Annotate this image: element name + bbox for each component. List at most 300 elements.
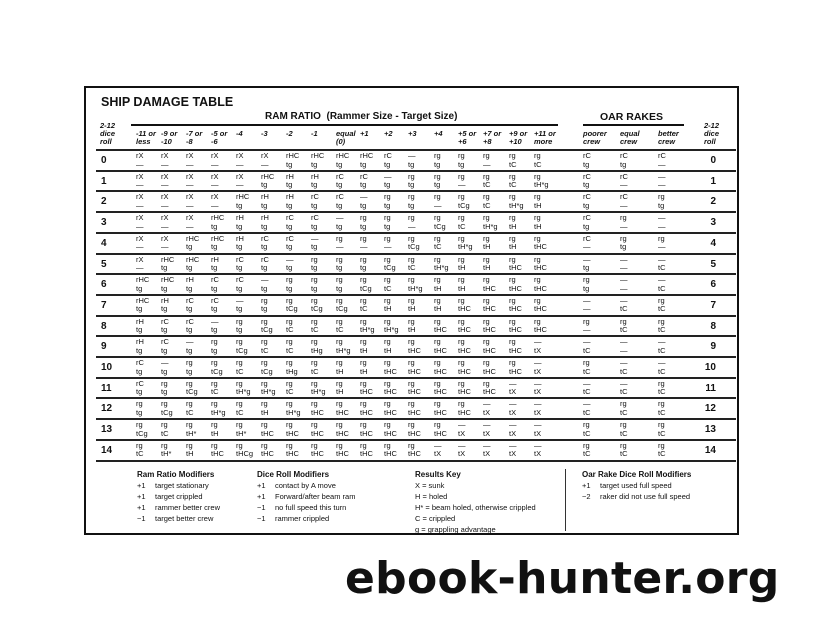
column-header-line: crew (583, 137, 601, 146)
oar-result-cell (658, 338, 666, 355)
ram-result-cell (236, 442, 253, 459)
ram-result-cell (161, 173, 169, 190)
ram-result-cell (360, 214, 367, 231)
ram-result-cell (236, 235, 244, 252)
rammer-result: rX (186, 171, 194, 181)
dice-roll-modifiers-title: Dice Roll Modifiers (257, 470, 330, 479)
target-result: tHC (534, 283, 547, 293)
target-result: tg (311, 263, 318, 272)
modifier-item (137, 502, 220, 513)
ram-result-cell (458, 152, 465, 169)
target-result: tHC (509, 283, 522, 293)
ram-result-cell (360, 276, 372, 293)
oar-result-cell (620, 380, 628, 397)
target-result: tC (658, 283, 666, 293)
column-header-line: -5 or (211, 129, 228, 138)
ram-result-cell (161, 193, 169, 210)
target-result: — (620, 200, 628, 210)
rammer-result: — (236, 295, 244, 305)
rammer-result: rg (336, 358, 343, 367)
raker-result: rC (583, 233, 591, 243)
raker-result: rg (658, 192, 665, 202)
rammer-result: rg (336, 275, 343, 285)
row-roll-label-right: 3 (710, 217, 716, 229)
ram-result-cell (286, 421, 299, 438)
rammer-result: rg (336, 316, 343, 326)
target-result: tH*g (211, 407, 226, 417)
target-result: tH* (236, 428, 247, 438)
rammer-result: rg (483, 233, 490, 243)
rammer-result: rX (186, 192, 194, 202)
column-header-line: -9 or (161, 129, 178, 138)
rammer-result: rg (186, 420, 193, 430)
rammer-result: rg (286, 440, 293, 450)
ram-result-cell (336, 256, 343, 273)
ram-column-header (360, 130, 369, 138)
ram-result-cell (336, 173, 344, 190)
rammer-result: — (161, 358, 169, 367)
target-result: tg (360, 200, 367, 210)
raker-result: rg (620, 420, 627, 430)
target-result: tH (384, 304, 392, 314)
target-result: tg (311, 180, 318, 190)
target-result: tHC (483, 366, 496, 376)
rammer-result: rX (186, 213, 194, 223)
ram-result-cell (161, 235, 169, 252)
target-result: tg (211, 242, 218, 252)
oar-result-cell (658, 380, 666, 397)
target-result: tg (186, 283, 193, 293)
row-roll-label-right: 2 (710, 196, 716, 208)
ram-result-cell (534, 235, 547, 252)
rammer-result: rg (186, 440, 193, 450)
ram-result-cell (336, 214, 344, 231)
target-result: tC (286, 345, 294, 355)
rammer-result: rC (236, 254, 244, 264)
oar-result-cell (583, 214, 591, 231)
target-result: tg (186, 325, 193, 335)
rammer-result: rg (336, 378, 343, 388)
target-result: tC (620, 449, 628, 459)
target-result: tH (408, 325, 416, 335)
ram-result-cell (360, 256, 367, 273)
rammer-result: rg (360, 275, 367, 285)
rammer-result: rHC (360, 151, 374, 160)
target-result: tC (360, 304, 368, 314)
rammer-result: rC (211, 275, 219, 285)
target-result: tg (236, 283, 243, 293)
target-result: tH*g (434, 263, 449, 272)
target-result: tH*g (311, 387, 326, 397)
ram-result-cell (211, 318, 219, 335)
rammer-result: — (360, 192, 368, 202)
target-result: tHC (509, 304, 522, 314)
oar-result-cell (658, 318, 666, 335)
oar-column-header (620, 130, 640, 146)
rammer-result: rg (408, 171, 415, 181)
rammer-result: rg (360, 233, 367, 243)
target-result: tg (583, 200, 590, 210)
target-result: tg (136, 283, 143, 293)
ram-result-cell (408, 152, 416, 169)
modifier-text: target used full speed (600, 481, 672, 490)
ram-result-cell (236, 297, 244, 314)
rammer-result: rH (136, 316, 144, 326)
modifier-item (257, 513, 355, 524)
oar-result-cell (620, 214, 628, 231)
target-result: tHC (434, 366, 447, 376)
target-result: tHC (408, 345, 421, 355)
ram-result-cell (534, 193, 542, 210)
target-result: — (384, 242, 392, 252)
target-result: tCg (408, 242, 420, 252)
target-result: — (186, 159, 194, 169)
ram-result-cell (236, 359, 244, 376)
rammer-result: rg (509, 275, 516, 285)
target-result: — (161, 221, 169, 231)
oar-result-cell (583, 276, 590, 293)
rammer-result: rg (136, 420, 143, 430)
rammer-result: rg (434, 420, 441, 430)
rammer-result: rg (360, 316, 367, 326)
column-header-line: poorer (583, 129, 607, 138)
ram-result-cell (286, 359, 298, 376)
rammer-result: rH (161, 295, 169, 305)
rammer-result: — (483, 399, 491, 409)
rammer-result: rC (161, 316, 169, 326)
ram-result-cell (311, 214, 319, 231)
ram-result-cell (458, 297, 471, 314)
rammer-result: rHC (311, 151, 325, 160)
rammer-result: rg (458, 399, 465, 409)
oar-result-cell (620, 276, 628, 293)
ram-result-cell (286, 214, 294, 231)
ram-result-cell (458, 276, 466, 293)
rammer-result: rg (311, 420, 318, 430)
target-result: tg (186, 242, 193, 252)
ram-result-cell (534, 297, 547, 314)
ram-result-cell (161, 276, 174, 293)
ram-result-cell (261, 152, 269, 169)
ram-result-cell (509, 173, 517, 190)
ram-result-cell (483, 338, 496, 355)
ram-result-cell (236, 173, 244, 190)
target-result: tg (336, 221, 343, 231)
rammer-result: — (458, 440, 466, 450)
rammer-result: rg (286, 316, 293, 326)
target-result: tCg (236, 345, 248, 355)
dice-header-line: 2-12 (100, 121, 116, 130)
modifier-text: raker did not use full speed (600, 492, 691, 501)
target-result: tH (360, 366, 368, 376)
ram-result-cell (211, 152, 219, 169)
ram-result-cell (311, 193, 319, 210)
rammer-result: rHC (236, 192, 250, 202)
ram-result-cell (509, 421, 517, 438)
target-result: tX (534, 345, 542, 355)
column-header-line: -7 or (186, 129, 203, 138)
rammer-result: rg (534, 254, 541, 264)
target-result: tg (384, 200, 391, 210)
target-result: tX (458, 449, 466, 459)
rammer-result: rg (509, 233, 516, 243)
rammer-result: rg (534, 275, 541, 285)
ram-result-cell (509, 359, 522, 376)
ram-result-cell (211, 235, 224, 252)
oar-result-cell (620, 421, 628, 438)
ram-column-header (236, 130, 243, 138)
target-result: tg (360, 263, 367, 272)
ram-result-cell (534, 173, 549, 190)
ram-result-cell (161, 318, 169, 335)
rammer-result: rg (311, 254, 318, 264)
rammer-result: rg (509, 337, 516, 347)
raker-result: rg (658, 399, 665, 409)
target-result: — (583, 325, 591, 335)
target-result: tHC (434, 428, 447, 438)
target-result: tHC (336, 407, 349, 417)
target-result: tC (658, 407, 666, 417)
rammer-result: rg (261, 420, 268, 430)
target-result: tH (458, 283, 466, 293)
target-result: — (136, 242, 144, 252)
target-result: tg (286, 180, 293, 190)
target-result: tHC (408, 387, 421, 397)
rammer-result: rg (434, 358, 441, 367)
ram-result-cell (509, 400, 517, 417)
ram-result-cell (483, 256, 491, 273)
rammer-result: rg (458, 171, 465, 181)
target-result: tX (534, 449, 542, 459)
target-result: — (186, 221, 194, 231)
target-result: tHC (408, 428, 421, 438)
column-header-line: crew (620, 137, 638, 146)
target-result: — (620, 180, 628, 190)
ram-result-cell (186, 338, 194, 355)
raker-result: — (620, 295, 628, 305)
rammer-result: rg (211, 358, 218, 367)
rammer-result: rg (311, 399, 318, 409)
rammer-result: rHC (261, 171, 275, 181)
rammer-result: rX (211, 171, 219, 181)
ram-result-cell (483, 297, 496, 314)
ram-result-cell (136, 400, 143, 417)
rammer-result: rg (261, 440, 268, 450)
modifier-item (582, 480, 691, 491)
rammer-result: rX (261, 151, 269, 160)
ram-result-cell (408, 297, 416, 314)
ram-result-cell (211, 421, 219, 438)
target-result: tHC (534, 304, 547, 314)
rammer-result: rg (236, 358, 243, 367)
target-result: — (434, 200, 442, 210)
target-result: tH*g (534, 180, 549, 190)
ram-result-cell (311, 256, 318, 273)
raker-result: rg (620, 399, 627, 409)
rammer-result: rg (286, 275, 293, 285)
ram-result-cell (286, 297, 298, 314)
oar-result-cell (620, 442, 628, 459)
rammer-result: rg (261, 316, 268, 326)
rammer-result: rC (211, 295, 219, 305)
rammer-result: — (534, 399, 542, 409)
target-result: tg (236, 325, 243, 335)
oar-column-header (658, 130, 679, 146)
target-result: tHC (458, 325, 471, 335)
ram-result-cell (136, 338, 144, 355)
rammer-result: rg (483, 358, 490, 367)
ram-column-header (136, 130, 156, 146)
ram-result-cell (384, 297, 392, 314)
rammer-result: rg (458, 192, 465, 202)
target-result: — (161, 242, 169, 252)
target-result: tg (161, 387, 168, 397)
target-result: tg (434, 159, 441, 169)
row-roll-label: 5 (101, 258, 107, 270)
column-header-line: (0) (336, 137, 346, 146)
rammer-result: rg (286, 399, 293, 409)
ram-result-cell (408, 193, 415, 210)
rammer-result: rg (384, 358, 391, 367)
modifier-item: H = holed (415, 492, 448, 501)
ram-result-cell (434, 235, 442, 252)
oar-result-cell (583, 380, 591, 397)
raker-result: — (658, 358, 666, 367)
ram-result-cell (336, 193, 344, 210)
rammer-result: rg (261, 358, 268, 367)
target-result: tg (336, 200, 343, 210)
target-result: — (458, 180, 466, 190)
rammer-result: rC (136, 358, 144, 367)
target-result: tC (620, 428, 628, 438)
modifier-value: +1 (137, 481, 146, 490)
rammer-result: rg (384, 254, 391, 264)
rammer-result: — (261, 275, 269, 285)
ram-ratio-heading (265, 111, 457, 122)
column-header-line: +6 (458, 137, 467, 146)
row-roll-label: 7 (101, 299, 107, 311)
rammer-result: rg (261, 399, 268, 409)
rammer-result: rg (384, 316, 391, 326)
target-result: tC (583, 428, 591, 438)
modifier-item (137, 480, 220, 491)
ram-column-header (186, 130, 202, 146)
ram-result-cell (211, 359, 223, 376)
rammer-result: rg (434, 337, 441, 347)
target-result: tC (658, 345, 666, 355)
ram-result-cell (186, 152, 194, 169)
target-result: tCg (434, 221, 446, 231)
target-result: tHC (336, 449, 349, 459)
target-result: tH*g (236, 387, 251, 397)
target-result: tC (658, 366, 666, 376)
target-result: tHC (261, 449, 274, 459)
ram-result-cell (458, 214, 466, 231)
ram-result-cell (509, 193, 524, 210)
rammer-result: rX (161, 233, 169, 243)
ram-result-cell (483, 421, 491, 438)
ram-result-cell (261, 297, 268, 314)
target-result: — (161, 159, 169, 169)
target-result: tHC (534, 263, 547, 272)
target-result: tg (408, 159, 415, 169)
rammer-result: rC (286, 213, 294, 223)
ram-result-cell (360, 421, 373, 438)
rammer-result: rg (534, 233, 541, 243)
rammer-result: rg (360, 254, 367, 264)
row-roll-label-right: 1 (710, 175, 716, 187)
modifier-text: target better crew (155, 514, 214, 523)
rammer-result: rg (408, 440, 415, 450)
target-result: tHC (360, 428, 373, 438)
ram-column-header (384, 130, 393, 138)
rammer-result: rg (336, 233, 343, 243)
ram-result-cell (236, 214, 244, 231)
target-result: tg (236, 242, 243, 252)
ram-result-cell (311, 152, 324, 169)
dice-header-line: roll (704, 137, 716, 146)
rammer-result: rX (136, 151, 144, 160)
rammer-result: rg (434, 316, 441, 326)
target-result: — (136, 263, 144, 272)
ram-result-cell (211, 338, 218, 355)
raker-result: — (583, 399, 591, 409)
target-result: tC (620, 325, 628, 335)
target-result: tX (458, 428, 466, 438)
target-result: tC (658, 449, 666, 459)
oar-result-cell (583, 173, 591, 190)
ram-result-cell (261, 359, 273, 376)
ram-result-cell (236, 256, 244, 273)
rammer-result: rg (384, 378, 391, 388)
target-result: tHC (509, 345, 522, 355)
target-result: tC (583, 407, 591, 417)
ram-result-cell (311, 359, 319, 376)
footer-divider (565, 469, 566, 531)
target-result: tg (583, 283, 590, 293)
oar-result-cell (620, 173, 628, 190)
oar-result-cell (658, 400, 666, 417)
modifier-item (582, 491, 691, 502)
target-result: — (136, 159, 144, 169)
oar-result-cell (583, 297, 591, 314)
ram-result-cell (261, 400, 269, 417)
rammer-result: rg (509, 358, 516, 367)
ram-result-cell (483, 193, 491, 210)
target-result: tX (509, 407, 517, 417)
rammer-result: — (509, 420, 517, 430)
ram-result-cell (286, 380, 294, 397)
rammer-result: rC (311, 213, 319, 223)
ram-result-cell (458, 359, 471, 376)
rammer-result: rg (211, 440, 218, 450)
oar-result-cell (658, 359, 666, 376)
rammer-result: rHC (136, 295, 150, 305)
target-result: — (161, 200, 169, 210)
ram-result-cell (336, 400, 349, 417)
rammer-result: rg (458, 358, 465, 367)
ram-result-cell (509, 442, 517, 459)
rammer-result: rg (408, 358, 415, 367)
rammer-result: rC (360, 171, 368, 181)
target-result: tHC (311, 407, 324, 417)
ram-result-cell (534, 338, 542, 355)
modifier-item: X = sunk (415, 481, 445, 490)
target-result: tH (483, 263, 491, 272)
target-result: tHC (408, 449, 421, 459)
rammer-result: rH (261, 192, 269, 202)
ram-result-cell (483, 359, 496, 376)
